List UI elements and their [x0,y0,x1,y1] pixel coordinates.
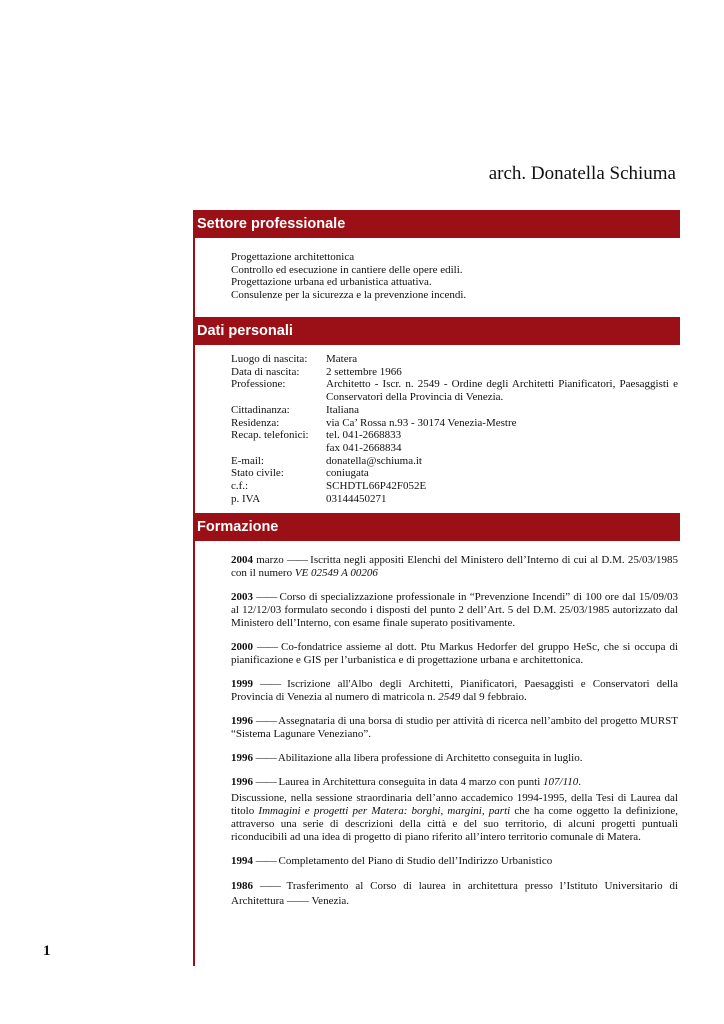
dati-label: Data di nascita: [231,365,300,378]
settore-item: Progettazione architettonica [231,251,355,263]
entry-post: dal 9 febbraio. [460,691,527,703]
entry-year: 1999 [231,678,253,690]
entry-year: 1986 [231,880,253,892]
entry-year: 1996 [231,776,253,788]
formazione-entry [231,641,678,667]
dati-value: coniugata [326,467,369,480]
dati-row [231,378,678,403]
formazione-entry [231,715,678,741]
dati-row [231,480,678,493]
discussion-post: che ha come oggetto la definizione, attraverso una serie di descrizioni della città e del suo territorio, di alcuni progetti puntuali riconducibili ad una idea di progetto di piano riferito all’intero territorio comunale di Matera. [231,805,678,843]
dati-label: Stato civile: [231,467,284,480]
dati-value: Architetto - Iscr. n. 2549 - Ordine degli Architetti Pianificatori, Paesaggisti e Conservatori della Provincia di Venezia. [326,378,678,404]
dati-label [231,442,326,455]
entry-text: Co-fondatrice assieme al dott. Ptu Markus Hedorfer del gruppo HeSc, che si occupa di pianificazione e GIS per l’urbanistica e di progettazione urbana e architettonica. [231,641,679,666]
dati-row [231,442,678,455]
entry-text: Trasferimento al Corso di laurea in architettura presso l’Istituto Universitario di Architettura [231,880,679,907]
entry-text: Assegnataria di una borsa di studio per attività di ricerca nell’ambito del progetto MURST “Sistema Lagunare Veneziano”. [231,715,678,740]
dati-label: Recap. telefonici: [231,429,309,442]
formazione-entry [231,554,678,580]
dati-value: Italiana [326,403,359,416]
entry-dash: —— [255,855,276,867]
settore-list [231,251,466,302]
thesis-title: Immagini e progetti per Matera: borghi, margini, parti [258,805,511,817]
entry-pre: marzo [253,554,287,566]
dati-label: Luogo di nascita: [231,353,308,365]
page-number: 1 [43,943,51,959]
entry-year: 1994 [231,855,253,867]
entry-dash: —— [255,752,276,764]
dati-row [231,366,678,379]
section-header-formazione: Formazione [193,513,680,541]
dati-row [231,353,678,366]
document-title: arch. Donatella Schiuma [488,163,676,184]
entry-italic: VE 02549 A 00206 [294,567,378,579]
entry-text: Abilitazione alla libera professione di Architetto conseguita in luglio. [275,752,583,764]
dati-value: tel. 041-2668833 [326,429,402,442]
thesis-discussion [231,792,678,844]
dati-row [231,404,678,417]
dati-label: E-mail: [231,454,264,467]
entry-text: Iscrizione all'Albo degli Architetti, Pianificatori, Paesaggisti e Conservatori della Provincia di Venezia al numero di matricola n. [231,678,678,703]
settore-item: Controllo ed esecuzione in cantiere delle opere edili. [231,263,463,276]
dati-value: donatella@schiuma.it [326,454,422,467]
dati-value: 03144450271 [326,492,387,505]
discussion-pre: Discussione, nella sessione straordinaria dell’anno accademico 1994-1995, della Tesi di Laurea dal titolo [231,792,678,817]
dati-row [231,455,678,468]
entry-year: 1996 [231,715,253,727]
section-header-dati: Dati personali [193,317,680,345]
dati-label: Cittadinanza: [231,403,290,416]
dati-row [231,467,678,480]
entry-year: 1996 [231,752,253,764]
entry-dash: —— [257,641,277,653]
entry-pre [253,880,260,892]
entry-dash: —— [256,591,277,603]
formazione-entry [231,879,678,909]
entry-italic: 107/110 [543,776,579,788]
entry-dash: —— [286,554,307,566]
settore-item: Progettazione urbana ed urbanistica attuativa. [231,276,432,289]
entry-year: 2004 [231,554,253,566]
entry-text: Laurea in Architettura conseguita in data 4 marzo con punti [275,776,544,788]
dati-row [231,417,678,430]
dati-value: fax 041-2668834 [326,441,402,454]
entry-post: —— Venezia. [286,895,350,907]
formazione-list [231,554,678,920]
dati-row [231,493,678,506]
dati-label: p. IVA [231,492,261,505]
entry-text: Completamento del Piano di Studio dell’Indirizzo Urbanistico [275,855,553,867]
entry-dash: —— [255,715,276,727]
dati-label: Residenza: [231,416,280,429]
formazione-entry [231,752,678,765]
entry-year: 2003 [231,591,253,603]
section-header-settore: Settore professionale [193,210,680,238]
dati-value: Matera [326,353,358,365]
dati-row [231,429,678,442]
entry-year: 2000 [231,641,253,653]
dati-table [231,353,678,505]
entry-italic: 2549 [438,691,461,703]
entry-dash: —— [260,678,281,690]
entry-dash: —— [255,776,276,788]
dati-label: c.f.: [231,480,249,493]
formazione-entry [231,591,678,630]
formazione-entry [231,678,678,704]
settore-item: Consulenze per la sicurezza e la prevenzione incendi. [231,289,467,302]
entry-text: Iscritta negli appositi Elenchi del Ministero dell’Interno di cui al D.M. 25/03/1985 con il numero [231,554,678,579]
dati-value: 2 settembre 1966 [326,365,402,378]
entry-text: Corso di specializzazione professionale in “Prevenzione Incendi” di 100 ore dal 15/09/03 al 12/12/03 formulato secondo i disposti del punto 2 dell’Art. 5 del D.M. 25/03/1985 autorizzato dal Ministero dell’Interno, con esame finale superato positivamente. [231,591,679,629]
dati-value: SCHDTL66P42F052E [326,480,427,493]
dati-value: via Ca’ Rossa n.93 - 30174 Venezia-Mestre [326,416,517,429]
formazione-entry [231,776,678,789]
entry-post: . [578,776,582,788]
entry-dash: —— [259,880,280,892]
dati-label: Professione: [231,378,286,391]
formazione-entry [231,855,678,868]
